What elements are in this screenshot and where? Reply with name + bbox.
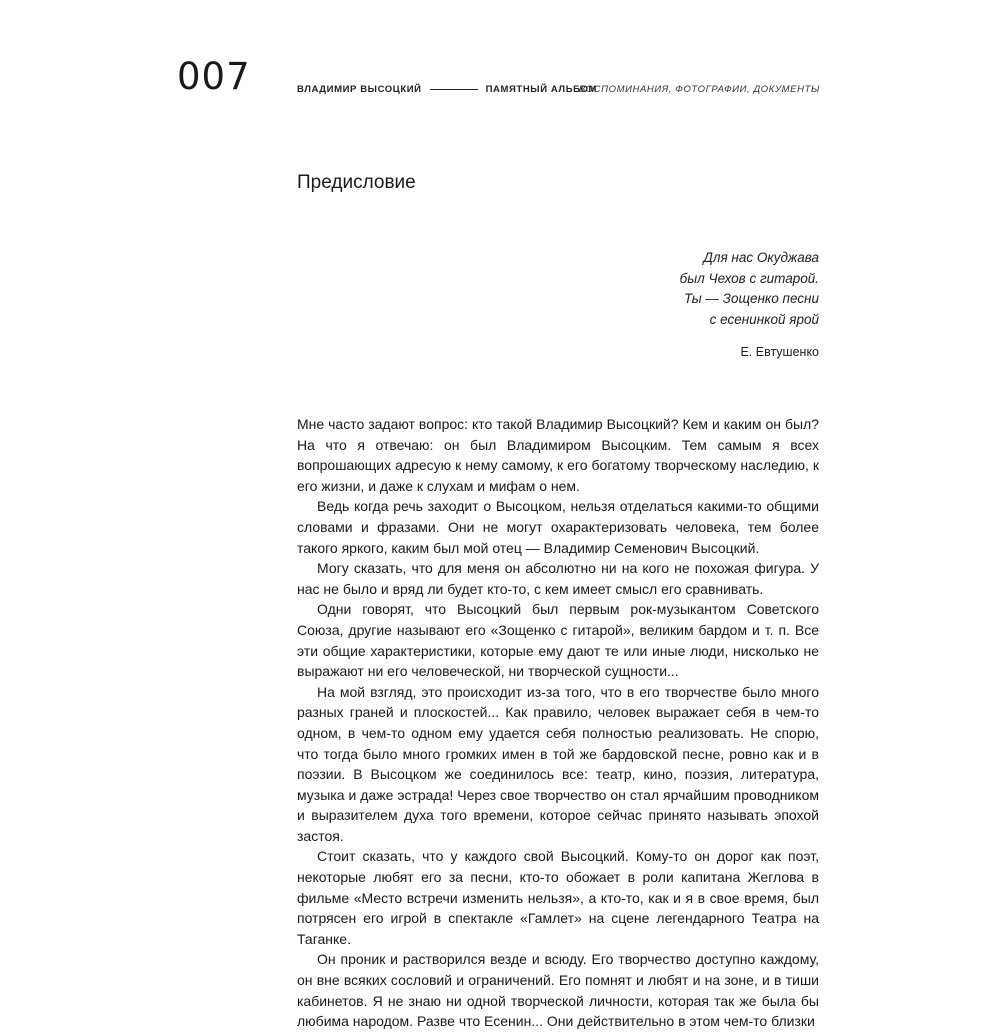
paragraph: Он проник и растворился везде и всюду. Его творчество доступно каждому, он вне всяких сословий и ограничений. Его помнят и любят и на зоне, и в тиши кабинетов. Я не знаю ни одной творческой личности, которая так же была бы любима народом. Разве что Есенин... Они действительно в этом чем-то близки [297,951,819,1030]
paragraph: Одни говорят, что Высоцкий был первым рок-музыкантом Советского Союза, другие называют его «Зощенко с гитарой», великим бардом и т. п. Все эти общие характеристики, которые ему дают те или иные люди, нисколько не выражают ни его человеческой, ни творческой сущности... [297,601,819,680]
epigraph-line: Для нас Окуджава [703,250,819,265]
chapter-title: Предисловие [297,172,416,193]
epigraph-line: был Чехов с гитарой. [679,270,819,286]
epigraph-line: с есенинкой ярой [709,311,819,327]
paragraph: Ведь когда речь заходит о Высоцком, нельзя отделаться какими-то общими словами и фразами. Они не могут охарактеризовать человека, тем более такого яркого, каким был мой отец — Владимир Семенович Высоцкий. [297,498,819,556]
header-rule [430,89,478,90]
epigraph-line: Ты — Зощенко песни [683,291,819,306]
epigraph-author: Е. Евтушенко [740,345,819,359]
running-head [297,84,597,95]
book-subtitle: ПАМЯТНЫЙ АЛЬБОМ [485,84,598,95]
book-author: ВЛАДИМИР ВЫСОЦКИЙ [297,84,422,95]
paragraph: Мне часто задают вопрос: кто такой Владимир Высоцкий? Кем и каким он был? На что я отвечаю: он был Владимиром Высоцким. Тем самым я всех вопрошающих адресую к нему самому, к его богатому творческому наследию, к его жизни, и даже к слухам и мифам о нем. [297,416,819,494]
paragraph: Могу сказать, что для меня он абсолютно ни на кого не похожая фигура. У нас не было и вряд ли будет кто-то, с кем имеет смысл его сравнивать. [297,560,819,597]
section-tag: ВОСПОМИНАНИЯ, ФОТОГРАФИИ, ДОКУМЕНТЫ [578,84,820,95]
page-number: 007 [177,55,251,98]
body-text [297,414,819,1032]
epigraph [680,248,819,330]
paragraph: Стоит сказать, что у каждого свой Высоцкий. Кому-то он дорог как поэт, некоторые любят его за песни, кто-то обожает в роли капитана Жеглова в фильме «Место встречи изменить нельзя», а кто-то, как и я в свое время, был потрясен его игрой в спектакле «Гамлет» на сцене легендарного Театра на Таганке. [297,848,819,947]
paragraph: На мой взгляд, это происходит из-за того, что в его творчестве было много разных граней и плоскостей... Как правило, человек выражает себя в чем-то одном, в чем-то одном ему удается себя полностью реализовать. Не спорю, что тогда было много громких имен в той же бардовской песне, ровно как и в поэзии. В Высоцком же соединилось все: театр, кино, поэзия, литература, музыка и даже эстрада! Через свое творчество он стал ярчайшим проводником и выразителем духа того времени, которое сейчас принято называть эпохой застоя. [297,683,819,844]
